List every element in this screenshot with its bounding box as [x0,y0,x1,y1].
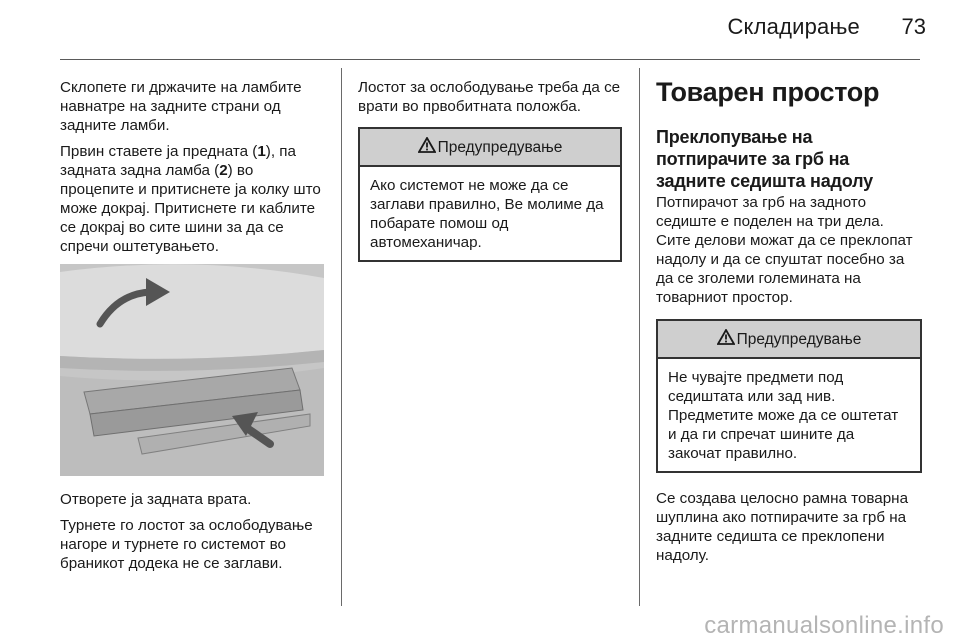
section-title: Товарен простор [656,77,880,107]
column-2 [358,78,622,272]
header-rule [60,59,920,60]
column-divider-2 [639,68,640,606]
warning-header [658,321,920,359]
warning-header [360,129,620,167]
warning-triangle-icon [418,137,436,158]
header-title: Складирање [727,14,860,39]
column-3 [656,76,922,572]
column-1 [60,78,326,580]
warning-title: Предупредување [437,138,563,156]
illustration [60,264,324,476]
paragraph: Се создава целосно рамна товарна шуплина ако потпирачите за грб на задните седишта се преклопени надолу. [656,490,909,564]
warning-body [658,359,920,471]
watermark: carmanualsonline.info [704,612,944,639]
paragraph: Склопете ги држачите на ламбите навнатре на задните страни од задните ламби. [60,79,302,134]
callout-number: 2 [219,162,228,179]
page-number: 73 [901,14,926,39]
column-divider-1 [341,68,342,606]
warning-text: Ако системот не може да се заглави правилно, Ве молиме да побарате помош од автомеханичар. [370,177,604,251]
warning-box [656,319,922,473]
warning-text: Не чувајте предмети под седиштата или зад нив. Предметите може да се оштетат и да ги спречат шините да закочат правилно. [668,369,899,462]
paragraph: Првин ставете ја предната (1), па задната задна ламба (2) во процепите и притиснете ја колку што може докрај. Притиснете ги каблите се докрај во сите шини за да се спречи оштетувањето. [60,143,321,255]
warning-box [358,127,622,262]
callout-number: 1 [257,143,266,160]
paragraph: Турнете го лостот за ослободување нагоре и турнете го системот во браникот додека не се заглави. [60,517,313,572]
warning-triangle-icon [717,329,735,350]
illustration-drawing [60,264,324,476]
warning-title: Предупредување [736,330,862,348]
paragraph: Лостот за ослободување треба да се врати во првобитната положба. [358,79,621,115]
paragraph: Отворете ја задната врата. [60,491,252,508]
paragraph: Потпирачот за грб на задното седиште е поделен на три дела. Сите делови можат да се преклопат надолу и да се спуштат посебно за да се зголеми големината на товарниот простор. [656,194,913,306]
subsection-title: Преклопување на потпирачите за грб на задните седишта надолу [656,127,873,191]
warning-body [360,167,620,260]
